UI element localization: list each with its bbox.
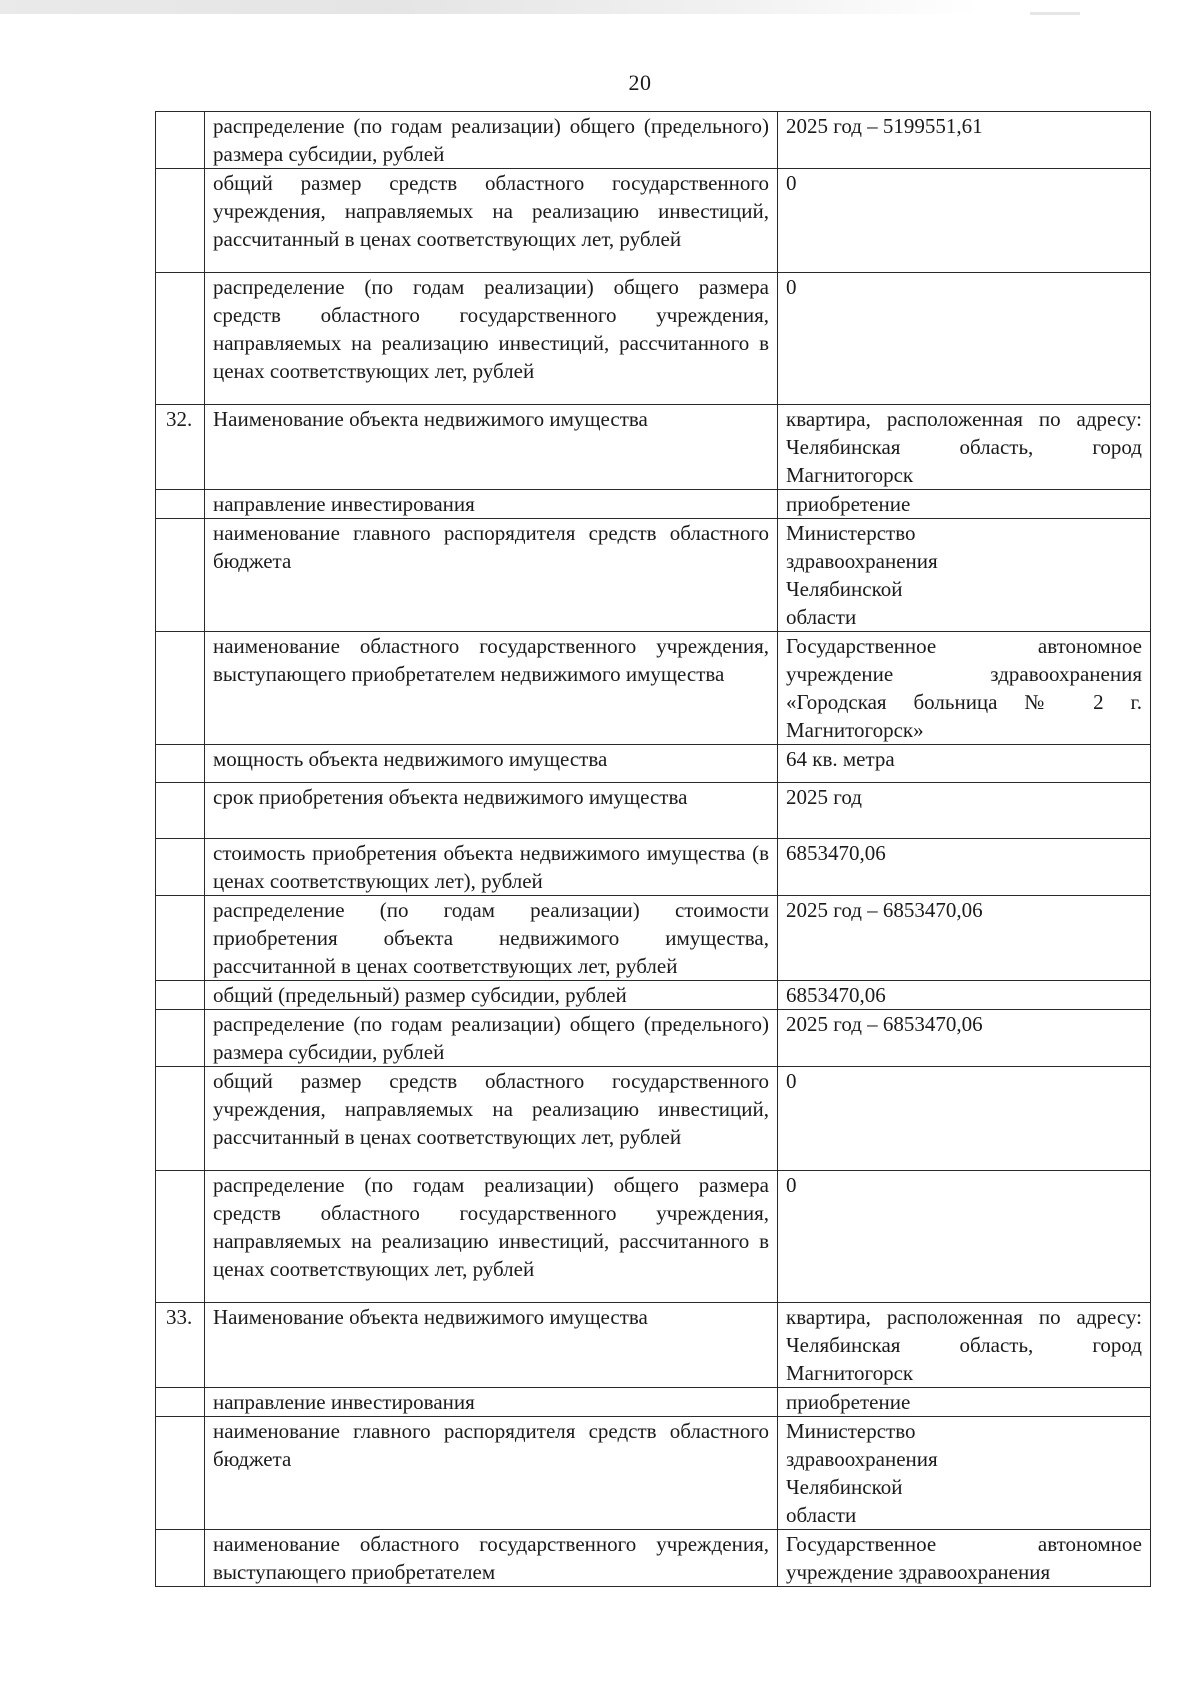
row-number [156, 783, 205, 839]
row-value: 2025 год [778, 783, 1151, 839]
row-label: распределение (по годам реализации) стоимости приобретения объекта недвижимого имущества, рассчитанной в ценах соответствующих лет, рублей [205, 896, 778, 981]
table-row [156, 839, 1151, 896]
scan-edge-artifact [0, 0, 980, 14]
table-row [156, 1171, 1151, 1303]
table-row [156, 1010, 1151, 1067]
row-number [156, 1530, 205, 1587]
row-label: срок приобретения объекта недвижимого имущества [205, 783, 778, 839]
row-label: общий (предельный) размер субсидии, рублей [205, 981, 778, 1010]
row-value: 2025 год – 5199551,61 [778, 112, 1151, 169]
row-value: 2025 год – 6853470,06 [778, 896, 1151, 981]
row-value: 6853470,06 [778, 981, 1151, 1010]
row-label: мощность объекта недвижимого имущества [205, 745, 778, 783]
row-label: распределение (по годам реализации) общего размера средств областного государственного учреждения, направляемых на реализацию инвестиций, рассчитанного в ценах соответствующих лет, рублей [205, 273, 778, 405]
row-number [156, 1010, 205, 1067]
row-label: Наименование объекта недвижимого имущества [205, 405, 778, 490]
row-number: 33. [156, 1303, 205, 1388]
table-row [156, 1388, 1151, 1417]
row-value: 0 [778, 1171, 1151, 1303]
row-number [156, 169, 205, 273]
row-number [156, 1067, 205, 1171]
row-value [778, 519, 1151, 632]
data-table [155, 111, 1151, 1587]
table-row [156, 1417, 1151, 1530]
row-number: 32. [156, 405, 205, 490]
table-row [156, 1530, 1151, 1587]
row-number [156, 1388, 205, 1417]
row-number [156, 1171, 205, 1303]
row-label: распределение (по годам реализации) общего (предельного) размера субсидии, рублей [205, 112, 778, 169]
row-value: приобретение [778, 490, 1151, 519]
row-value: 0 [778, 1067, 1151, 1171]
table-row [156, 896, 1151, 981]
row-number [156, 981, 205, 1010]
table-row [156, 632, 1151, 745]
table-row [156, 169, 1151, 273]
page-number: 20 [628, 70, 652, 95]
row-value: Государственное автономное учреждение здравоохранения «Городская больница № 2 г. Магнитогорск» [778, 632, 1151, 745]
row-number [156, 896, 205, 981]
row-value: 6853470,06 [778, 839, 1151, 896]
row-number [156, 519, 205, 632]
row-label: общий размер средств областного государственного учреждения, направляемых на реализацию инвестиций, рассчитанный в ценах соответствующих лет, рублей [205, 169, 778, 273]
row-number [156, 745, 205, 783]
table-row [156, 745, 1151, 783]
table-row [156, 112, 1151, 169]
row-value: Государственное автономное учреждение здравоохранения [778, 1530, 1151, 1587]
table-row [156, 405, 1151, 490]
row-value: 2025 год – 6853470,06 [778, 1010, 1151, 1067]
row-value: 64 кв. метра [778, 745, 1151, 783]
row-value-text: Министерство здравоохранения Челябинской области [786, 1419, 938, 1527]
table-row [156, 1303, 1151, 1388]
row-value: 0 [778, 169, 1151, 273]
row-label: направление инвестирования [205, 1388, 778, 1417]
row-label: наименование областного государственного учреждения, выступающего приобретателем [205, 1530, 778, 1587]
row-number [156, 112, 205, 169]
row-value [778, 1417, 1151, 1530]
table-row [156, 519, 1151, 632]
row-label: общий размер средств областного государственного учреждения, направляемых на реализацию инвестиций, рассчитанный в ценах соответствующих лет, рублей [205, 1067, 778, 1171]
row-label: наименование областного государственного учреждения, выступающего приобретателем недвижимого имущества [205, 632, 778, 745]
table-row [156, 490, 1151, 519]
row-label: распределение (по годам реализации) общего размера средств областного государственного учреждения, направляемых на реализацию инвестиций, рассчитанного в ценах соответствующих лет, рублей [205, 1171, 778, 1303]
row-value: приобретение [778, 1388, 1151, 1417]
row-label: направление инвестирования [205, 490, 778, 519]
table-row [156, 783, 1151, 839]
scan-edge-artifact-right [1030, 12, 1080, 15]
row-number [156, 273, 205, 405]
row-label: распределение (по годам реализации) общего (предельного) размера субсидии, рублей [205, 1010, 778, 1067]
table-row [156, 1067, 1151, 1171]
table-row [156, 981, 1151, 1010]
row-label: стоимость приобретения объекта недвижимого имущества (в ценах соответствующих лет), рублей [205, 839, 778, 896]
row-number [156, 1417, 205, 1530]
row-label: наименование главного распорядителя средств областного бюджета [205, 1417, 778, 1530]
row-value-text: Министерство здравоохранения Челябинской области [786, 521, 938, 629]
row-number [156, 839, 205, 896]
row-value: квартира, расположенная по адресу: Челябинская область, город Магнитогорск [778, 405, 1151, 490]
row-number [156, 632, 205, 745]
row-label: Наименование объекта недвижимого имущества [205, 1303, 778, 1388]
row-value: квартира, расположенная по адресу: Челябинская область, город Магнитогорск [778, 1303, 1151, 1388]
table-row [156, 273, 1151, 405]
row-label: наименование главного распорядителя средств областного бюджета [205, 519, 778, 632]
row-number [156, 490, 205, 519]
row-value: 0 [778, 273, 1151, 405]
